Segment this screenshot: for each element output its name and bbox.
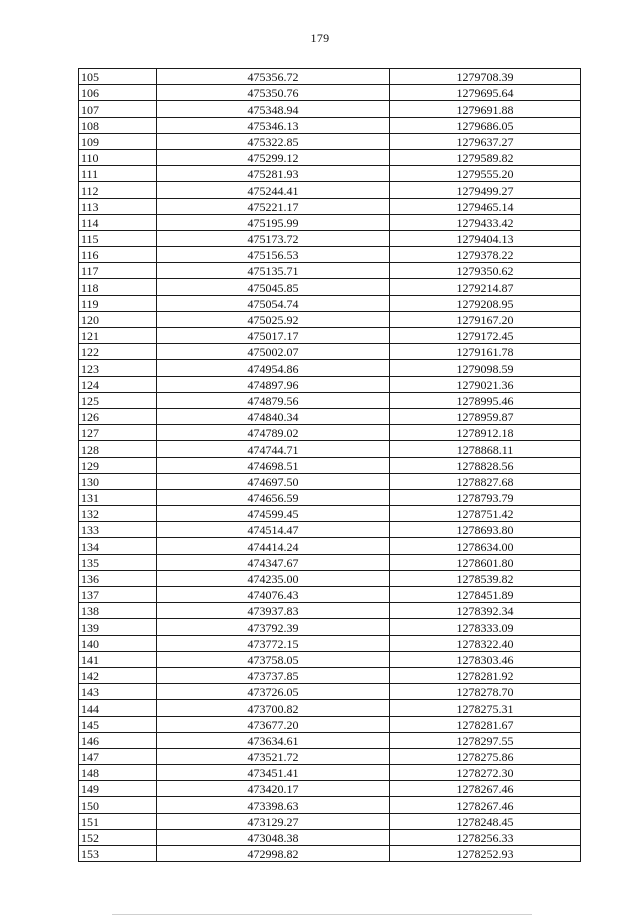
- x-coordinate-cell: 474840.34: [157, 408, 390, 424]
- y-coordinate-cell: 1279708.39: [390, 69, 581, 85]
- point-number-cell: 133: [79, 522, 157, 538]
- y-coordinate-cell: 1278275.31: [390, 700, 581, 716]
- x-coordinate-cell: 475135.71: [157, 263, 390, 279]
- x-coordinate-cell: 473398.63: [157, 797, 390, 813]
- y-coordinate-cell: 1279433.42: [390, 214, 581, 230]
- x-coordinate-cell: 474656.59: [157, 489, 390, 505]
- table-row: [79, 441, 581, 457]
- x-coordinate-cell: 475156.53: [157, 247, 390, 263]
- x-coordinate-cell: 475221.17: [157, 198, 390, 214]
- point-number-cell: 107: [79, 101, 157, 117]
- x-coordinate-cell: 474954.86: [157, 360, 390, 376]
- point-number-cell: 128: [79, 441, 157, 457]
- table-row: [79, 797, 581, 813]
- page-number: 179: [310, 31, 330, 45]
- table-row: [79, 748, 581, 764]
- table-row: [79, 813, 581, 829]
- y-coordinate-cell: 1278267.46: [390, 781, 581, 797]
- y-coordinate-cell: 1278634.00: [390, 538, 581, 554]
- point-number-cell: 116: [79, 247, 157, 263]
- table-row: [79, 651, 581, 667]
- table-row: [79, 684, 581, 700]
- point-number-cell: 136: [79, 570, 157, 586]
- y-coordinate-cell: 1279161.78: [390, 344, 581, 360]
- x-coordinate-cell: 473937.83: [157, 603, 390, 619]
- table-row: [79, 667, 581, 683]
- y-coordinate-cell: 1278793.79: [390, 489, 581, 505]
- table-row: [79, 344, 581, 360]
- x-coordinate-cell: 473700.82: [157, 700, 390, 716]
- table-row: [79, 295, 581, 311]
- y-coordinate-cell: 1278451.89: [390, 587, 581, 603]
- y-coordinate-cell: 1278995.46: [390, 392, 581, 408]
- y-coordinate-cell: 1278272.30: [390, 765, 581, 781]
- point-number-cell: 147: [79, 748, 157, 764]
- x-coordinate-cell: 475350.76: [157, 85, 390, 101]
- point-number-cell: 152: [79, 829, 157, 845]
- point-number-cell: 114: [79, 214, 157, 230]
- point-number-cell: 120: [79, 311, 157, 327]
- table-row: [79, 457, 581, 473]
- x-coordinate-cell: 474789.02: [157, 425, 390, 441]
- y-coordinate-cell: 1278912.18: [390, 425, 581, 441]
- x-coordinate-cell: 475173.72: [157, 230, 390, 246]
- table-row: [79, 85, 581, 101]
- x-coordinate-cell: 473726.05: [157, 684, 390, 700]
- x-coordinate-cell: 475045.85: [157, 279, 390, 295]
- table-row: [79, 489, 581, 505]
- table-row: [79, 149, 581, 165]
- table-row: [79, 587, 581, 603]
- x-coordinate-cell: 475299.12: [157, 149, 390, 165]
- x-coordinate-cell: 474744.71: [157, 441, 390, 457]
- point-number-cell: 134: [79, 538, 157, 554]
- table-row: [79, 133, 581, 149]
- table-row: [79, 522, 581, 538]
- x-coordinate-cell: 474514.47: [157, 522, 390, 538]
- table-row: [79, 425, 581, 441]
- table-row: [79, 360, 581, 376]
- table-row: [79, 117, 581, 133]
- x-coordinate-cell: 473048.38: [157, 829, 390, 845]
- x-coordinate-cell: 475195.99: [157, 214, 390, 230]
- point-number-cell: 126: [79, 408, 157, 424]
- table-row: [79, 230, 581, 246]
- point-number-cell: 135: [79, 554, 157, 570]
- point-number-cell: 137: [79, 587, 157, 603]
- x-coordinate-cell: 474347.67: [157, 554, 390, 570]
- x-coordinate-cell: 475281.93: [157, 166, 390, 182]
- point-number-cell: 143: [79, 684, 157, 700]
- x-coordinate-cell: 473451.41: [157, 765, 390, 781]
- y-coordinate-cell: 1279167.20: [390, 311, 581, 327]
- point-number-cell: 122: [79, 344, 157, 360]
- y-coordinate-cell: 1278281.67: [390, 716, 581, 732]
- y-coordinate-cell: 1279499.27: [390, 182, 581, 198]
- x-coordinate-cell: 473792.39: [157, 619, 390, 635]
- point-number-cell: 142: [79, 667, 157, 683]
- table-row: [79, 328, 581, 344]
- x-coordinate-cell: 473634.61: [157, 732, 390, 748]
- x-coordinate-cell: 473737.85: [157, 667, 390, 683]
- y-coordinate-cell: 1278303.46: [390, 651, 581, 667]
- point-number-cell: 141: [79, 651, 157, 667]
- coordinates-table-body: [79, 69, 581, 862]
- point-number-cell: 117: [79, 263, 157, 279]
- y-coordinate-cell: 1278256.33: [390, 829, 581, 845]
- y-coordinate-cell: 1278252.93: [390, 846, 581, 862]
- scan-edge-line: [112, 914, 532, 915]
- point-number-cell: 129: [79, 457, 157, 473]
- x-coordinate-cell: 475244.41: [157, 182, 390, 198]
- x-coordinate-cell: 473420.17: [157, 781, 390, 797]
- y-coordinate-cell: 1279686.05: [390, 117, 581, 133]
- y-coordinate-cell: 1279691.88: [390, 101, 581, 117]
- point-number-cell: 138: [79, 603, 157, 619]
- y-coordinate-cell: 1278539.82: [390, 570, 581, 586]
- x-coordinate-cell: 474879.56: [157, 392, 390, 408]
- table-row: [79, 700, 581, 716]
- y-coordinate-cell: 1279637.27: [390, 133, 581, 149]
- point-number-cell: 139: [79, 619, 157, 635]
- y-coordinate-cell: 1278281.92: [390, 667, 581, 683]
- point-number-cell: 151: [79, 813, 157, 829]
- y-coordinate-cell: 1279208.95: [390, 295, 581, 311]
- x-coordinate-cell: 474076.43: [157, 587, 390, 603]
- y-coordinate-cell: 1278827.68: [390, 473, 581, 489]
- y-coordinate-cell: 1279172.45: [390, 328, 581, 344]
- point-number-cell: 125: [79, 392, 157, 408]
- x-coordinate-cell: 475356.72: [157, 69, 390, 85]
- table-row: [79, 69, 581, 85]
- x-coordinate-cell: 474697.50: [157, 473, 390, 489]
- table-row: [79, 214, 581, 230]
- x-coordinate-cell: 475002.07: [157, 344, 390, 360]
- x-coordinate-cell: 475348.94: [157, 101, 390, 117]
- x-coordinate-cell: 475054.74: [157, 295, 390, 311]
- x-coordinate-cell: 474235.00: [157, 570, 390, 586]
- x-coordinate-cell: 474897.96: [157, 376, 390, 392]
- y-coordinate-cell: 1278278.70: [390, 684, 581, 700]
- point-number-cell: 115: [79, 230, 157, 246]
- y-coordinate-cell: 1278248.45: [390, 813, 581, 829]
- point-number-cell: 131: [79, 489, 157, 505]
- y-coordinate-cell: 1279378.22: [390, 247, 581, 263]
- y-coordinate-cell: 1278693.80: [390, 522, 581, 538]
- table-row: [79, 570, 581, 586]
- point-number-cell: 113: [79, 198, 157, 214]
- table-row: [79, 311, 581, 327]
- x-coordinate-cell: 473677.20: [157, 716, 390, 732]
- y-coordinate-cell: 1278868.11: [390, 441, 581, 457]
- y-coordinate-cell: 1278828.56: [390, 457, 581, 473]
- coordinates-table: [78, 68, 581, 862]
- table-row: [79, 279, 581, 295]
- x-coordinate-cell: 474414.24: [157, 538, 390, 554]
- y-coordinate-cell: 1279350.62: [390, 263, 581, 279]
- point-number-cell: 149: [79, 781, 157, 797]
- table-row: [79, 829, 581, 845]
- y-coordinate-cell: 1278959.87: [390, 408, 581, 424]
- y-coordinate-cell: 1278275.86: [390, 748, 581, 764]
- table-row: [79, 619, 581, 635]
- x-coordinate-cell: 473521.72: [157, 748, 390, 764]
- point-number-cell: 119: [79, 295, 157, 311]
- y-coordinate-cell: 1279555.20: [390, 166, 581, 182]
- table-row: [79, 538, 581, 554]
- y-coordinate-cell: 1279465.14: [390, 198, 581, 214]
- table-row: [79, 392, 581, 408]
- table-row: [79, 198, 581, 214]
- point-number-cell: 112: [79, 182, 157, 198]
- y-coordinate-cell: 1278297.55: [390, 732, 581, 748]
- table-row: [79, 603, 581, 619]
- y-coordinate-cell: 1278333.09: [390, 619, 581, 635]
- point-number-cell: 110: [79, 149, 157, 165]
- x-coordinate-cell: 475346.13: [157, 117, 390, 133]
- point-number-cell: 106: [79, 85, 157, 101]
- table-row: [79, 554, 581, 570]
- table-row: [79, 101, 581, 117]
- y-coordinate-cell: 1279214.87: [390, 279, 581, 295]
- table-row: [79, 781, 581, 797]
- point-number-cell: 144: [79, 700, 157, 716]
- x-coordinate-cell: 472998.82: [157, 846, 390, 862]
- point-number-cell: 124: [79, 376, 157, 392]
- y-coordinate-cell: 1278267.46: [390, 797, 581, 813]
- x-coordinate-cell: 475017.17: [157, 328, 390, 344]
- table-row: [79, 247, 581, 263]
- table-row: [79, 166, 581, 182]
- point-number-cell: 130: [79, 473, 157, 489]
- point-number-cell: 109: [79, 133, 157, 149]
- point-number-cell: 132: [79, 506, 157, 522]
- x-coordinate-cell: 475322.85: [157, 133, 390, 149]
- y-coordinate-cell: 1279021.36: [390, 376, 581, 392]
- x-coordinate-cell: 473772.15: [157, 635, 390, 651]
- point-number-cell: 105: [79, 69, 157, 85]
- y-coordinate-cell: 1278322.40: [390, 635, 581, 651]
- point-number-cell: 148: [79, 765, 157, 781]
- point-number-cell: 111: [79, 166, 157, 182]
- y-coordinate-cell: 1278601.80: [390, 554, 581, 570]
- y-coordinate-cell: 1279589.82: [390, 149, 581, 165]
- point-number-cell: 121: [79, 328, 157, 344]
- table-row: [79, 765, 581, 781]
- table-row: [79, 506, 581, 522]
- x-coordinate-cell: 473129.27: [157, 813, 390, 829]
- table-row: [79, 473, 581, 489]
- x-coordinate-cell: 473758.05: [157, 651, 390, 667]
- table-row: [79, 376, 581, 392]
- table-row: [79, 635, 581, 651]
- y-coordinate-cell: 1278751.42: [390, 506, 581, 522]
- point-number-cell: 127: [79, 425, 157, 441]
- point-number-cell: 150: [79, 797, 157, 813]
- table-row: [79, 408, 581, 424]
- point-number-cell: 118: [79, 279, 157, 295]
- point-number-cell: 145: [79, 716, 157, 732]
- table-row: [79, 716, 581, 732]
- point-number-cell: 108: [79, 117, 157, 133]
- x-coordinate-cell: 474698.51: [157, 457, 390, 473]
- x-coordinate-cell: 475025.92: [157, 311, 390, 327]
- y-coordinate-cell: 1279695.64: [390, 85, 581, 101]
- y-coordinate-cell: 1279098.59: [390, 360, 581, 376]
- point-number-cell: 153: [79, 846, 157, 862]
- point-number-cell: 146: [79, 732, 157, 748]
- point-number-cell: 140: [79, 635, 157, 651]
- table-row: [79, 182, 581, 198]
- y-coordinate-cell: 1279404.13: [390, 230, 581, 246]
- table-row: [79, 846, 581, 862]
- y-coordinate-cell: 1278392.34: [390, 603, 581, 619]
- table-row: [79, 263, 581, 279]
- point-number-cell: 123: [79, 360, 157, 376]
- table-row: [79, 732, 581, 748]
- x-coordinate-cell: 474599.45: [157, 506, 390, 522]
